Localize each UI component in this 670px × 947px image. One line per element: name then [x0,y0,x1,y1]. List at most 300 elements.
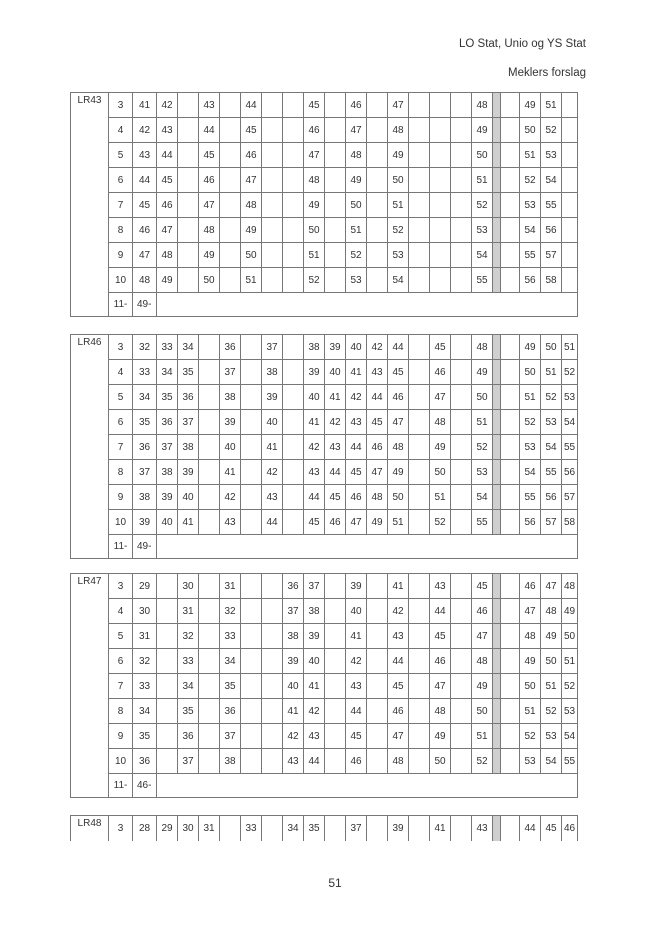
value-cell [367,93,388,118]
value-cell: 51 [346,218,367,243]
value-cell [367,674,388,699]
shaded-separator [493,93,501,118]
value-cell: 51 [430,485,451,510]
value-cell: 40 [304,385,325,410]
value-cell: 33 [178,649,199,674]
value-cell [409,168,430,193]
value-cell [178,168,199,193]
value-cell: 47 [199,193,220,218]
value-cell: 46 [388,699,409,724]
value-cell: 43 [325,435,346,460]
value-cell: 53 [562,385,578,410]
value-cell: 58 [541,268,562,293]
value-cell [451,749,472,774]
value-cell [562,143,578,168]
value-cell [501,360,520,385]
table-row [71,168,578,193]
value-cell: 49 [541,624,562,649]
value-cell: 41 [430,816,451,841]
value-cell: 39 [304,360,325,385]
value-cell [430,218,451,243]
value-cell [501,485,520,510]
value-cell: 57 [562,485,578,510]
value-cell: 54 [541,749,562,774]
table-row [71,485,578,510]
shaded-separator [493,649,501,674]
value-cell: 48 [388,749,409,774]
value-cell [241,624,262,649]
value-cell: 38 [220,749,241,774]
value-cell: 40 [346,599,367,624]
value-cell [241,410,262,435]
value-cell: 41 [178,510,199,535]
table-label: LR46 [71,335,109,559]
value-cell: 36 [283,574,304,599]
value-cell [501,724,520,749]
value-cell [430,243,451,268]
value-cell: 29 [133,574,157,599]
value-cell [367,699,388,724]
value-cell [325,193,346,218]
value-cell: 50 [520,360,541,385]
value-cell [501,649,520,674]
value-cell: 34 [178,674,199,699]
value-cell [501,510,520,535]
step-cell: 6 [109,410,133,435]
value-cell [199,435,220,460]
value-cell [199,599,220,624]
value-cell: 48 [430,410,451,435]
value-cell [409,410,430,435]
value-cell: 41 [304,410,325,435]
value-cell: 36 [178,724,199,749]
value-cell [283,118,304,143]
value-cell: 30 [178,574,199,599]
value-cell [409,460,430,485]
value-cell [241,385,262,410]
value-cell [430,168,451,193]
value-cell [220,168,241,193]
value-cell [199,385,220,410]
tail-blank [157,293,578,317]
step-cell: 6 [109,168,133,193]
value-cell: 44 [346,435,367,460]
value-cell: 53 [520,749,541,774]
value-cell: 47 [472,624,493,649]
value-cell: 39 [157,485,178,510]
value-cell: 47 [388,410,409,435]
value-cell [451,335,472,360]
value-cell [409,699,430,724]
step-cell: 5 [109,624,133,649]
value-cell: 46 [304,118,325,143]
value-cell [262,218,283,243]
value-cell: 48 [133,268,157,293]
value-cell [325,218,346,243]
value-cell: 44 [304,485,325,510]
value-cell [430,143,451,168]
value-cell: 33 [157,335,178,360]
value-cell: 53 [472,218,493,243]
value-cell [157,599,178,624]
value-cell [325,574,346,599]
value-cell [430,193,451,218]
value-cell: 42 [346,649,367,674]
value-cell: 41 [133,93,157,118]
value-cell [451,143,472,168]
value-cell: 49 [367,510,388,535]
value-cell: 46 [157,193,178,218]
value-cell [220,218,241,243]
value-cell: 55 [520,243,541,268]
value-cell [262,749,283,774]
value-cell [409,816,430,841]
value-cell: 30 [133,599,157,624]
salary-table-lr43 [70,92,578,317]
value-cell [430,93,451,118]
value-cell [367,143,388,168]
value-cell: 43 [346,410,367,435]
value-cell: 49 [430,724,451,749]
value-cell [409,218,430,243]
value-cell: 54 [472,485,493,510]
table-row [71,510,578,535]
value-cell [262,243,283,268]
value-cell: 51 [388,510,409,535]
value-cell: 36 [178,385,199,410]
value-cell: 48 [472,335,493,360]
value-cell: 46 [346,485,367,510]
value-cell: 37 [262,335,283,360]
value-cell: 46 [325,510,346,535]
value-cell: 56 [520,268,541,293]
value-cell: 45 [304,510,325,535]
value-cell: 52 [346,243,367,268]
value-cell: 53 [541,143,562,168]
value-cell: 31 [199,816,220,841]
value-cell: 41 [346,360,367,385]
value-cell: 53 [472,460,493,485]
value-cell [262,724,283,749]
value-cell [451,649,472,674]
step-cell: 7 [109,435,133,460]
value-cell [199,574,220,599]
value-cell [367,724,388,749]
value-cell: 37 [283,599,304,624]
value-cell [562,193,578,218]
value-cell: 32 [178,624,199,649]
value-cell: 41 [325,385,346,410]
value-cell [325,699,346,724]
tail-row [71,774,578,798]
value-cell: 46 [562,816,578,841]
value-cell: 43 [283,749,304,774]
step-cell: 10 [109,268,133,293]
table-row [71,118,578,143]
value-cell [367,599,388,624]
value-cell [409,385,430,410]
shaded-separator [493,268,501,293]
value-cell: 28 [133,816,157,841]
value-cell [325,268,346,293]
step-cell: 4 [109,599,133,624]
value-cell [451,624,472,649]
table-label: LR47 [71,574,109,798]
value-cell: 50 [520,674,541,699]
value-cell [451,168,472,193]
shaded-separator [493,749,501,774]
value-cell: 37 [220,360,241,385]
salary-table-lr46 [70,334,578,559]
value-cell: 49 [472,674,493,699]
table-row [71,724,578,749]
value-cell: 34 [157,360,178,385]
value-cell: 42 [133,118,157,143]
value-cell [220,268,241,293]
value-cell: 50 [562,624,578,649]
value-cell [501,335,520,360]
value-cell [283,385,304,410]
value-cell: 38 [178,435,199,460]
tail-value: 46- [133,774,157,798]
shaded-separator [493,360,501,385]
value-cell [562,218,578,243]
value-cell [367,193,388,218]
value-cell: 47 [541,574,562,599]
value-cell: 52 [472,193,493,218]
value-cell: 45 [472,574,493,599]
table-row [71,410,578,435]
value-cell: 31 [133,624,157,649]
value-cell [501,268,520,293]
value-cell: 48 [472,93,493,118]
step-cell: 10 [109,749,133,774]
value-cell [501,193,520,218]
value-cell: 52 [388,218,409,243]
salary-table-lr47 [70,573,578,798]
value-cell [501,699,520,724]
value-cell: 47 [367,460,388,485]
shaded-separator [493,624,501,649]
value-cell: 36 [220,699,241,724]
value-cell [241,510,262,535]
value-cell [409,193,430,218]
value-cell [451,193,472,218]
shaded-separator [493,385,501,410]
value-cell: 53 [541,410,562,435]
value-cell: 53 [520,193,541,218]
step-cell: 10 [109,510,133,535]
value-cell: 42 [304,699,325,724]
value-cell: 29 [157,816,178,841]
value-cell: 44 [199,118,220,143]
value-cell [220,93,241,118]
value-cell: 53 [346,268,367,293]
value-cell: 52 [562,360,578,385]
shaded-separator [493,435,501,460]
value-cell [283,193,304,218]
value-cell [178,243,199,268]
value-cell: 48 [241,193,262,218]
value-cell: 33 [133,360,157,385]
value-cell: 39 [220,410,241,435]
value-cell: 48 [388,435,409,460]
value-cell [451,485,472,510]
value-cell: 32 [133,649,157,674]
value-cell: 47 [133,243,157,268]
value-cell: 56 [541,218,562,243]
step-cell: 4 [109,360,133,385]
value-cell: 50 [430,460,451,485]
value-cell [325,168,346,193]
shaded-separator [493,574,501,599]
value-cell: 52 [520,724,541,749]
value-cell: 42 [304,435,325,460]
value-cell: 54 [541,435,562,460]
value-cell [241,724,262,749]
value-cell: 37 [157,435,178,460]
value-cell [409,118,430,143]
value-cell: 45 [304,93,325,118]
value-cell: 35 [178,360,199,385]
value-cell: 33 [133,674,157,699]
value-cell [283,218,304,243]
value-cell [241,674,262,699]
value-cell [178,143,199,168]
value-cell [409,649,430,674]
value-cell [367,749,388,774]
value-cell: 37 [304,574,325,599]
value-cell: 38 [133,485,157,510]
value-cell: 34 [133,385,157,410]
value-cell: 48 [346,143,367,168]
value-cell: 45 [430,335,451,360]
value-cell [220,143,241,168]
shaded-separator [493,674,501,699]
step-cell: 8 [109,218,133,243]
value-cell: 38 [304,335,325,360]
value-cell: 42 [283,724,304,749]
value-cell: 41 [283,699,304,724]
value-cell [409,435,430,460]
value-cell: 46 [133,218,157,243]
value-cell [451,574,472,599]
step-cell: 3 [109,93,133,118]
value-cell [157,724,178,749]
step-cell: 9 [109,485,133,510]
value-cell: 50 [388,168,409,193]
table-row [71,435,578,460]
value-cell [451,243,472,268]
value-cell: 51 [541,93,562,118]
value-cell: 43 [304,460,325,485]
value-cell [220,243,241,268]
value-cell: 34 [178,335,199,360]
value-cell [409,749,430,774]
value-cell: 52 [520,410,541,435]
value-cell: 50 [472,143,493,168]
value-cell [241,435,262,460]
value-cell [562,168,578,193]
table-row [71,816,578,841]
table-row [71,749,578,774]
value-cell [199,674,220,699]
value-cell: 52 [562,674,578,699]
shaded-separator [493,485,501,510]
value-cell [178,118,199,143]
shaded-separator [493,724,501,749]
value-cell: 46 [430,360,451,385]
shaded-separator [493,118,501,143]
value-cell: 36 [133,435,157,460]
step-cell: 3 [109,574,133,599]
value-cell [409,143,430,168]
value-cell [283,168,304,193]
value-cell [262,143,283,168]
value-cell [220,816,241,841]
value-cell: 39 [304,624,325,649]
value-cell: 31 [220,574,241,599]
value-cell [501,749,520,774]
value-cell: 45 [346,724,367,749]
value-cell: 32 [220,599,241,624]
value-cell [451,360,472,385]
shaded-separator [493,699,501,724]
value-cell: 51 [472,168,493,193]
value-cell [562,118,578,143]
value-cell: 47 [388,93,409,118]
value-cell: 35 [133,724,157,749]
value-cell: 35 [157,385,178,410]
value-cell: 41 [262,435,283,460]
value-cell [283,143,304,168]
value-cell: 51 [472,410,493,435]
value-cell [451,268,472,293]
value-cell: 38 [157,460,178,485]
value-cell [501,460,520,485]
value-cell: 34 [220,649,241,674]
value-cell [199,485,220,510]
value-cell [241,360,262,385]
value-cell: 47 [346,118,367,143]
value-cell: 56 [562,460,578,485]
value-cell [409,724,430,749]
value-cell: 40 [304,649,325,674]
value-cell: 46 [346,749,367,774]
value-cell: 51 [472,724,493,749]
value-cell: 49 [520,649,541,674]
value-cell: 55 [541,460,562,485]
value-cell: 50 [346,193,367,218]
value-cell: 46 [199,168,220,193]
shaded-separator [493,599,501,624]
shaded-separator [493,335,501,360]
value-cell [409,268,430,293]
header-organizations: LO Stat, Unio og YS Stat [459,38,586,50]
value-cell [501,816,520,841]
value-cell [199,724,220,749]
value-cell: 48 [388,118,409,143]
value-cell [241,574,262,599]
value-cell [220,193,241,218]
value-cell: 37 [133,460,157,485]
value-cell [283,410,304,435]
step-cell: 8 [109,699,133,724]
tail-step: 11- [109,774,133,798]
value-cell [451,699,472,724]
value-cell [199,624,220,649]
value-cell: 54 [562,410,578,435]
